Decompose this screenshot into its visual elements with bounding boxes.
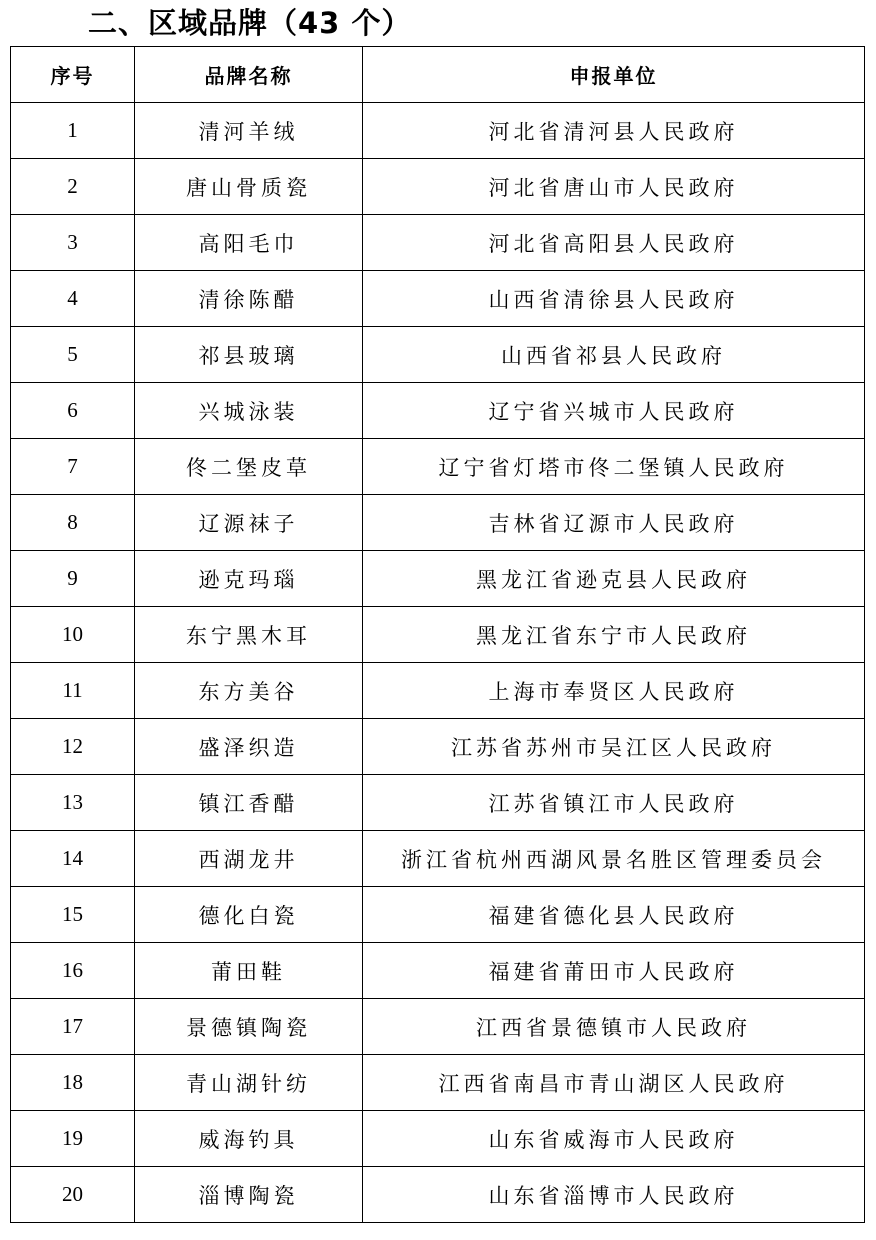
cell-number: 14 <box>11 831 135 887</box>
column-header-applicant-unit: 申报单位 <box>363 47 865 103</box>
table-row <box>11 271 865 327</box>
cell-brand-name: 青山湖针纺 <box>135 1055 363 1111</box>
table-row <box>11 327 865 383</box>
cell-number: 16 <box>11 943 135 999</box>
table-row <box>11 1167 865 1223</box>
cell-brand-name: 东方美谷 <box>135 663 363 719</box>
cell-number: 2 <box>11 159 135 215</box>
table-body <box>11 103 865 1223</box>
cell-number: 9 <box>11 551 135 607</box>
table-row <box>11 1111 865 1167</box>
table-row <box>11 719 865 775</box>
cell-number: 7 <box>11 439 135 495</box>
cell-applicant-unit: 吉林省辽源市人民政府 <box>363 495 865 551</box>
cell-number: 5 <box>11 327 135 383</box>
section-title: 二、区域品牌（43 个） <box>88 6 412 40</box>
cell-brand-name: 盛泽织造 <box>135 719 363 775</box>
table-row <box>11 775 865 831</box>
table-row <box>11 215 865 271</box>
cell-brand-name: 莆田鞋 <box>135 943 363 999</box>
cell-brand-name: 佟二堡皮草 <box>135 439 363 495</box>
table-row <box>11 1055 865 1111</box>
table-row <box>11 663 865 719</box>
table-row <box>11 551 865 607</box>
cell-brand-name: 清徐陈醋 <box>135 271 363 327</box>
cell-brand-name: 德化白瓷 <box>135 887 363 943</box>
cell-applicant-unit: 福建省德化县人民政府 <box>363 887 865 943</box>
table-row <box>11 607 865 663</box>
cell-applicant-unit: 黑龙江省东宁市人民政府 <box>363 607 865 663</box>
table-row <box>11 103 865 159</box>
cell-applicant-unit: 江西省南昌市青山湖区人民政府 <box>363 1055 865 1111</box>
cell-number: 11 <box>11 663 135 719</box>
cell-applicant-unit: 上海市奉贤区人民政府 <box>363 663 865 719</box>
cell-number: 3 <box>11 215 135 271</box>
table-row <box>11 999 865 1055</box>
cell-number: 17 <box>11 999 135 1055</box>
cell-applicant-unit: 山东省淄博市人民政府 <box>363 1167 865 1223</box>
table-row <box>11 439 865 495</box>
cell-brand-name: 高阳毛巾 <box>135 215 363 271</box>
cell-number: 13 <box>11 775 135 831</box>
cell-applicant-unit: 河北省高阳县人民政府 <box>363 215 865 271</box>
cell-number: 10 <box>11 607 135 663</box>
cell-number: 4 <box>11 271 135 327</box>
cell-applicant-unit: 辽宁省灯塔市佟二堡镇人民政府 <box>363 439 865 495</box>
cell-applicant-unit: 山东省威海市人民政府 <box>363 1111 865 1167</box>
table-row <box>11 495 865 551</box>
cell-applicant-unit: 江苏省苏州市吴江区人民政府 <box>363 719 865 775</box>
cell-brand-name: 辽源袜子 <box>135 495 363 551</box>
cell-brand-name: 西湖龙井 <box>135 831 363 887</box>
table-header-row <box>11 47 865 103</box>
cell-brand-name: 唐山骨质瓷 <box>135 159 363 215</box>
cell-number: 8 <box>11 495 135 551</box>
cell-number: 20 <box>11 1167 135 1223</box>
cell-applicant-unit: 黑龙江省逊克县人民政府 <box>363 551 865 607</box>
column-header-brand-name: 品牌名称 <box>135 47 363 103</box>
cell-applicant-unit: 福建省莆田市人民政府 <box>363 943 865 999</box>
table-row <box>11 383 865 439</box>
table-row <box>11 943 865 999</box>
cell-applicant-unit: 浙江省杭州西湖风景名胜区管理委员会 <box>363 831 865 887</box>
cell-brand-name: 兴城泳装 <box>135 383 363 439</box>
cell-applicant-unit: 河北省清河县人民政府 <box>363 103 865 159</box>
column-header-number: 序号 <box>11 47 135 103</box>
regional-brand-table <box>10 46 865 1223</box>
cell-number: 12 <box>11 719 135 775</box>
cell-number: 15 <box>11 887 135 943</box>
cell-brand-name: 淄博陶瓷 <box>135 1167 363 1223</box>
table-row <box>11 159 865 215</box>
cell-brand-name: 清河羊绒 <box>135 103 363 159</box>
cell-brand-name: 祁县玻璃 <box>135 327 363 383</box>
cell-applicant-unit: 河北省唐山市人民政府 <box>363 159 865 215</box>
table-row <box>11 887 865 943</box>
cell-number: 6 <box>11 383 135 439</box>
cell-brand-name: 镇江香醋 <box>135 775 363 831</box>
cell-number: 1 <box>11 103 135 159</box>
cell-brand-name: 威海钓具 <box>135 1111 363 1167</box>
cell-number: 18 <box>11 1055 135 1111</box>
cell-brand-name: 东宁黑木耳 <box>135 607 363 663</box>
cell-brand-name: 逊克玛瑙 <box>135 551 363 607</box>
cell-applicant-unit: 江西省景德镇市人民政府 <box>363 999 865 1055</box>
cell-brand-name: 景德镇陶瓷 <box>135 999 363 1055</box>
cell-applicant-unit: 江苏省镇江市人民政府 <box>363 775 865 831</box>
cell-applicant-unit: 辽宁省兴城市人民政府 <box>363 383 865 439</box>
cell-applicant-unit: 山西省清徐县人民政府 <box>363 271 865 327</box>
cell-number: 19 <box>11 1111 135 1167</box>
cell-applicant-unit: 山西省祁县人民政府 <box>363 327 865 383</box>
table-row <box>11 831 865 887</box>
